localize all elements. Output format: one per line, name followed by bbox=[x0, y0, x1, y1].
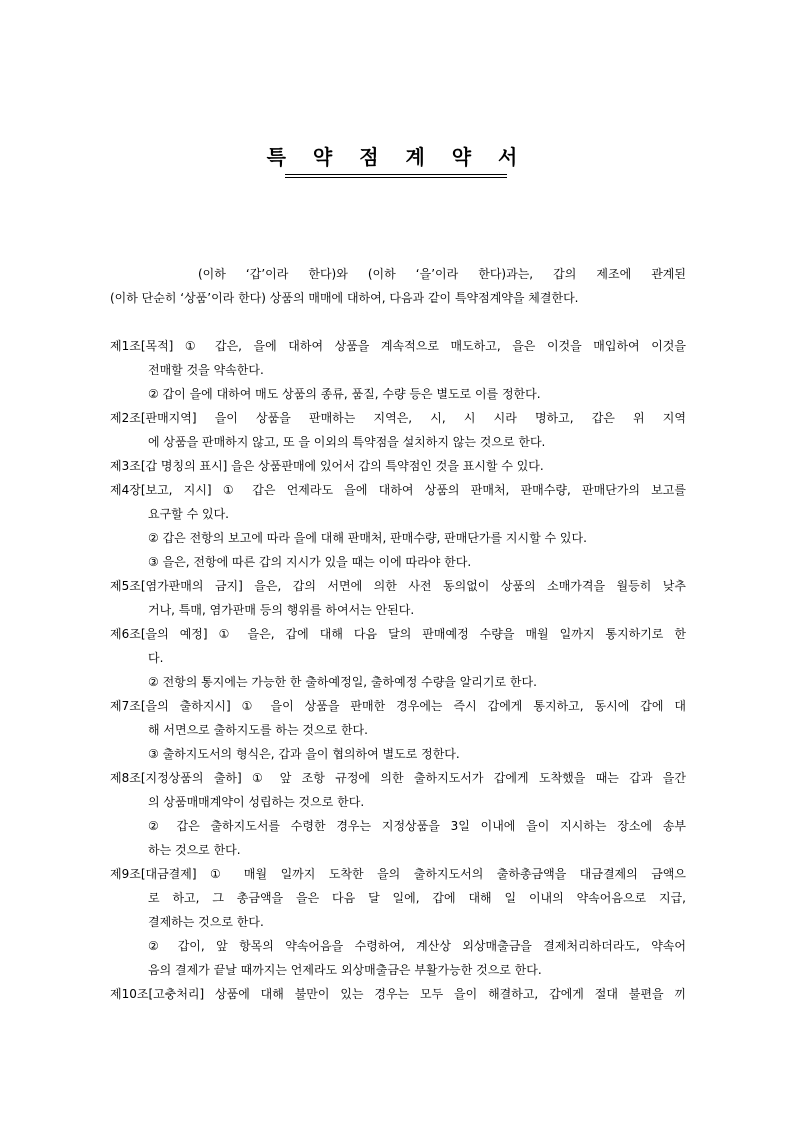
article-5-line: 거나, 특매, 염가판매 등의 행위를 하여서는 안된다. bbox=[148, 603, 415, 617]
intro-line-2: (이하 단순히 ‘상품’이라 한다) 상품의 매매에 대하여, 다음과 같이 특약점계약을 체결한다. bbox=[110, 291, 579, 305]
article-8-line: 제8조[지정상품의 출하] ① 앞 조항 규정에 의한 출하지도서가 갑에게 도착했을 때는 갑과 을간 bbox=[110, 771, 686, 785]
article-3-line: 제3조[갑 명칭의 표시] 을은 상품판매에 있어서 갑의 특약점인 것을 표시할 수 있다. bbox=[110, 459, 544, 473]
article-4-clause-3: ③ 을은, 전항에 따른 갑의 지시가 있을 때는 이에 따라야 한다. bbox=[148, 555, 472, 569]
article-5-line: 제5조[염가판매의 금지] 을은, 갑의 서면에 의한 사전 동의없이 상품의 소매가격을 월등히 낮추 bbox=[110, 579, 686, 593]
article-9-line: 결제하는 것으로 한다. bbox=[148, 915, 264, 929]
article-4-clause-2: ② 갑은 전항의 보고에 따라 을에 대해 판매처, 판매수량, 판매단가를 지시할 수 있다. bbox=[148, 531, 587, 545]
article-7-line: 제7조[을의 출하지시] ① 을이 상품을 판매한 경우에는 즉시 갑에게 통지하고, 동시에 갑에 대 bbox=[110, 699, 686, 713]
article-8-clause-2: 하는 것으로 한다. bbox=[148, 843, 241, 857]
title-underline-top bbox=[285, 174, 507, 175]
article-9-line: 로 하고, 그 총금액을 을은 다음 달 일에, 갑에 대해 일 이내의 약속어음으로 지급, bbox=[148, 891, 686, 905]
paragraph-gap bbox=[110, 310, 686, 334]
contract-body bbox=[110, 262, 686, 1006]
article-8-line: 의 상품매매계약이 성립하는 것으로 한다. bbox=[148, 795, 365, 809]
article-2-line: 에 상품을 판매하지 않고, 또 을 이외의 특약점을 설치하지 않는 것으로 한다. bbox=[148, 435, 546, 449]
article-6-line: 다. bbox=[148, 651, 164, 665]
article-2-line: 제2조[판매지역] 을이 상품을 판매하는 지역은, 시, 시 시라 명하고, 갑은 위 지역 bbox=[110, 411, 686, 425]
article-6-line: 제6조[을의 예정] ① 을은, 갑에 대해 다음 달의 판매예정 수량을 매월 일까지 통지하기로 한 bbox=[110, 627, 686, 641]
article-9-clause-2: ② 갑이, 앞 항목의 약속어음을 수령하여, 계산상 외상매출금을 결제처리하더라도, 약속어 bbox=[148, 939, 686, 953]
article-6-clause-2: ② 전항의 통지에는 가능한 한 출하예정일, 출하예정 수량을 알리기로 한다. bbox=[148, 675, 537, 689]
article-9-clause-2: 음의 결제가 끝날 때까지는 언제라도 외상매출금은 부활가능한 것으로 한다. bbox=[148, 963, 542, 977]
article-7-clause-3: ③ 출하지도서의 형식은, 갑과 을이 협의하여 별도로 정한다. bbox=[148, 747, 460, 761]
title-underline-bottom bbox=[285, 177, 507, 178]
article-1-clause-2: ② 갑이 을에 대하여 매도 상품의 종류, 품질, 수량 등은 별도로 이를 정한다. bbox=[148, 387, 541, 401]
article-4-line: 제4장[보고, 지시] ① 갑은 언제라도 을에 대하여 상품의 판매처, 판매수량, 판매단가의 보고를 bbox=[110, 483, 686, 497]
document-title: 특 약 점 계 약 서 bbox=[266, 145, 528, 169]
article-1-line: 전매할 것을 약속한다. bbox=[148, 363, 264, 377]
intro-line-1: (이하 ‘갑’이라 한다)와 (이하 ‘을’이라 한다)과는, 갑의 제조에 관계된 bbox=[198, 267, 686, 281]
article-9-line: 제9조[대금결제] ① 매월 일까지 도착한 을의 출하지도서의 출하총금액을 대금결제의 금액으 bbox=[110, 867, 686, 881]
article-7-line: 해 서면으로 출하지도를 하는 것으로 한다. bbox=[148, 723, 368, 737]
article-1-line: 제1조[목적] ① 갑은, 을에 대하여 상품을 계속적으로 매도하고, 을은 이것을 매입하여 이것을 bbox=[110, 339, 686, 353]
article-10-line: 제10조[고충처리] 상품에 대해 불만이 있는 경우는 모두 을이 해결하고, 갑에게 절대 불편을 끼 bbox=[110, 987, 686, 1001]
article-8-clause-2: ② 갑은 출하지도서를 수령한 경우는 지정상품을 3일 이내에 을이 지시하는 장소에 송부 bbox=[148, 819, 686, 833]
article-4-line: 요구할 수 있다. bbox=[148, 507, 229, 521]
